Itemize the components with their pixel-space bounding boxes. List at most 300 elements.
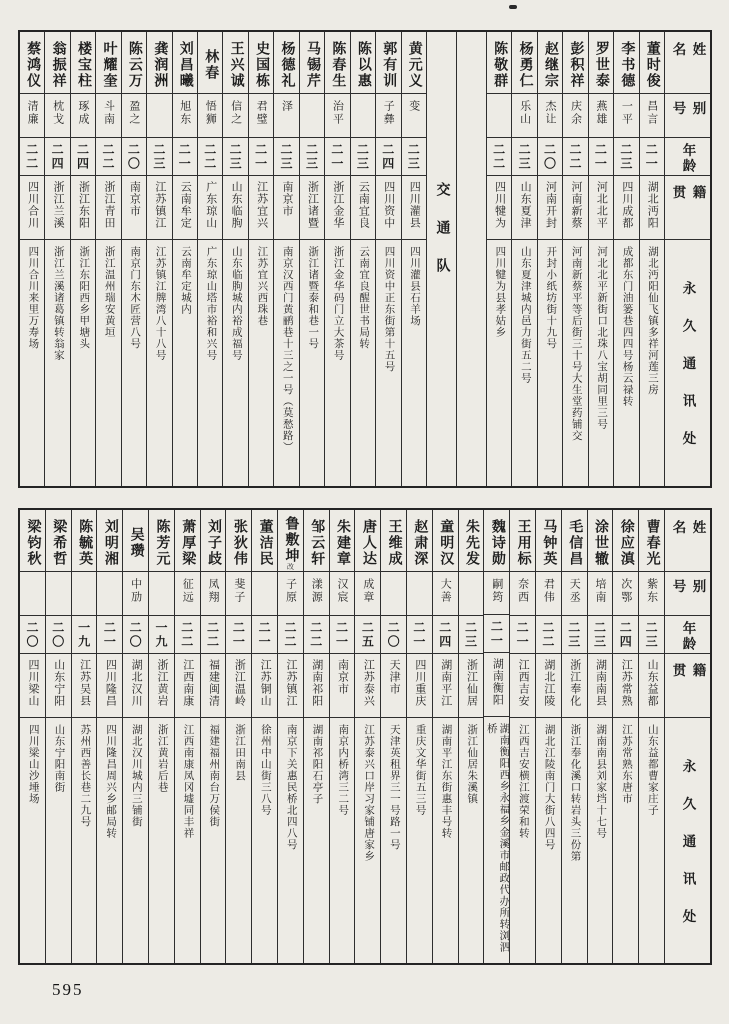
person-native-cell	[487, 176, 511, 240]
person-native: 广东琼山	[204, 181, 217, 229]
person-alias-cell	[173, 94, 197, 138]
person-column	[538, 32, 563, 486]
person-native-cell	[304, 654, 329, 718]
person-column	[72, 510, 98, 963]
person-address: 南京内桥湾三二号	[337, 724, 349, 816]
person-native-cell	[252, 654, 277, 718]
person-age: 二二	[205, 621, 220, 649]
person-native: 浙江青田	[102, 181, 115, 229]
person-age: 二〇	[50, 621, 65, 649]
person-column	[640, 32, 665, 486]
person-age-cell	[355, 616, 380, 654]
header-column	[665, 510, 710, 963]
person-alias: 乐山	[518, 100, 531, 126]
person-native: 江西吉安	[517, 659, 530, 707]
person-name: 陈春生	[330, 41, 346, 89]
person-name-cell	[249, 32, 273, 94]
person-name: 马钟英	[541, 519, 557, 567]
person-name-cell	[639, 510, 664, 572]
person-alias-cell	[614, 94, 638, 138]
header-cell-native	[665, 176, 710, 240]
person-age-cell	[274, 138, 298, 176]
person-address-cell	[487, 240, 511, 486]
person-native: 江西南康	[181, 659, 194, 707]
person-native-cell	[433, 654, 458, 718]
person-age-cell	[223, 138, 247, 176]
person-name-cell	[538, 32, 562, 94]
person-column	[512, 32, 537, 486]
person-age-cell	[562, 616, 587, 654]
person-name-cell	[487, 32, 511, 94]
person-alias: 中劢	[129, 578, 142, 604]
person-alias: 杰让	[544, 100, 557, 126]
person-native: 南京市	[336, 659, 349, 695]
person-address-cell	[252, 718, 277, 963]
person-alias: 泽	[280, 100, 293, 113]
person-native: 湖北江陵	[542, 659, 555, 707]
person-address: 河北北平新街口北珠八宝胡同里三号	[596, 246, 608, 430]
person-name: 马锡芹	[304, 41, 320, 89]
person-column	[147, 32, 172, 486]
person-age: 二四	[50, 143, 65, 171]
person-name: 赵肃深	[412, 519, 428, 567]
person-native: 四川成都	[620, 181, 633, 229]
person-native-cell	[402, 176, 426, 240]
person-name: 蔡鸿仪	[25, 41, 41, 89]
person-native: 江苏泰兴	[362, 659, 375, 707]
person-alias-cell	[563, 94, 587, 138]
person-age: 二三	[304, 143, 319, 171]
person-name-cell	[640, 32, 664, 94]
person-column	[588, 510, 614, 963]
person-column	[614, 32, 639, 486]
person-alias: 次鄂	[619, 578, 632, 604]
person-age: 二三	[463, 621, 478, 649]
person-alias: 培南	[594, 578, 606, 604]
header-label-native: 籍贯	[670, 185, 706, 217]
person-address-cell	[407, 718, 432, 963]
person-name: 陈毓英	[77, 519, 93, 567]
person-age-cell	[20, 138, 44, 176]
person-age-cell	[536, 616, 561, 654]
person-name-cell	[589, 32, 613, 94]
person-native-cell	[198, 176, 222, 240]
person-age-cell	[613, 616, 638, 654]
person-address-cell	[613, 718, 638, 963]
person-age-cell	[300, 138, 324, 176]
person-alias-cell	[201, 572, 226, 616]
person-name-cell	[459, 510, 484, 572]
header-label-name: 姓名	[670, 42, 706, 69]
person-native-cell	[459, 654, 484, 718]
person-native-cell	[175, 654, 200, 718]
person-column	[45, 32, 70, 486]
person-native-cell	[562, 654, 587, 718]
person-alias-cell	[588, 572, 613, 616]
person-alias-cell	[538, 94, 562, 138]
person-age-cell	[72, 616, 97, 654]
header-label-native: 籍贯	[670, 663, 706, 695]
person-alias: 凤翔	[207, 578, 220, 604]
person-native-cell	[355, 654, 380, 718]
header-label-name: 姓名	[670, 520, 706, 547]
person-age-cell	[249, 138, 273, 176]
person-address: 云南宜良醒世书局转	[358, 246, 370, 350]
person-name: 杨勇仁	[517, 41, 533, 89]
person-alias-cell	[149, 572, 174, 616]
person-alias: 天丞	[568, 578, 581, 604]
person-native: 江苏镇江	[284, 659, 297, 707]
header-cell-alias	[665, 572, 710, 616]
person-age-cell	[459, 616, 484, 654]
person-native: 山东夏津	[519, 181, 532, 229]
person-address: 江苏泰兴口岸习家铺唐家乡	[363, 724, 375, 862]
person-name: 朱先发	[464, 519, 480, 567]
person-native: 浙江黄岩	[155, 659, 168, 707]
person-age: 二三	[406, 143, 421, 171]
person-name: 林春	[203, 49, 219, 81]
person-address: 四川隆昌周兴乡邮局转	[105, 724, 117, 839]
person-address: 山东临朐城内裕成福号	[230, 246, 242, 361]
person-age: 二一	[177, 143, 192, 171]
person-alias: 漾源	[310, 578, 323, 604]
person-age-cell	[402, 138, 426, 176]
person-column	[122, 32, 147, 486]
person-name: 毛信昌	[567, 519, 583, 567]
person-native: 山东宁阳	[52, 659, 65, 707]
person-address: 江西吉安横江渡荣和转	[517, 724, 529, 839]
person-native: 湖北汉川	[130, 659, 143, 707]
person-address-cell	[563, 240, 587, 486]
person-native-cell	[223, 176, 247, 240]
person-alias: 成章	[361, 578, 374, 604]
person-name-cell	[223, 32, 247, 94]
person-name-cell	[123, 510, 148, 572]
person-address-cell	[304, 718, 329, 963]
person-address: 湖南祁阳石亭子	[311, 724, 323, 805]
person-age: 二二	[202, 143, 217, 171]
person-name-cell	[407, 510, 432, 572]
person-address-cell	[536, 718, 561, 963]
person-alias-cell	[381, 572, 406, 616]
person-alias-cell	[45, 94, 69, 138]
person-native-cell	[351, 176, 375, 240]
person-name-cell	[175, 510, 200, 572]
person-name-cell	[72, 510, 97, 572]
person-alias-cell	[122, 94, 146, 138]
person-column	[613, 510, 639, 963]
person-native: 云南牟定	[179, 181, 192, 229]
person-column	[402, 32, 427, 486]
person-address: 湖南平江东街惠丰号转	[440, 724, 452, 839]
person-address: 湖南南县刘家垱十七号	[595, 724, 607, 839]
person-name: 涂世辙	[593, 519, 608, 567]
person-name: 翁振祥	[50, 41, 66, 89]
person-name: 叶耀奎	[101, 41, 117, 89]
person-age: 二二	[282, 621, 297, 649]
person-column	[639, 510, 665, 963]
person-name-cell	[376, 32, 400, 94]
person-address: 浙江温州瑞安黄垣	[103, 246, 115, 338]
person-alias: 治平	[331, 100, 344, 126]
person-native: 浙江温岭	[233, 659, 246, 707]
person-age-cell	[538, 138, 562, 176]
person-age: 二三	[592, 621, 607, 649]
person-name: 董时俊	[644, 41, 660, 89]
person-alias-cell	[351, 94, 375, 138]
person-native-cell	[325, 176, 349, 240]
header-label-address: 永久通讯处	[680, 758, 696, 947]
person-alias: 君伟	[542, 578, 555, 604]
person-column	[351, 32, 376, 486]
person-age: 二〇	[24, 621, 39, 649]
person-name-cell	[46, 510, 71, 572]
person-name-cell	[96, 32, 120, 94]
person-address-cell	[122, 240, 146, 486]
person-name: 李书德	[619, 41, 635, 89]
person-alias-cell	[484, 572, 509, 616]
unit-label: 交通队	[434, 182, 450, 296]
person-native-cell	[96, 176, 120, 240]
person-native: 河南开封	[544, 181, 557, 229]
person-alias: 大善	[439, 578, 452, 604]
person-native-cell	[45, 176, 69, 240]
person-address-cell	[274, 240, 298, 486]
person-native: 四川隆昌	[104, 659, 117, 707]
person-age: 一九	[76, 621, 91, 649]
person-name: 鲁敷坤	[283, 515, 299, 564]
person-name: 梁钧秋	[25, 519, 41, 567]
person-address-cell	[402, 240, 426, 486]
person-column	[562, 510, 588, 963]
person-age: 二三	[151, 143, 166, 171]
person-alias-cell	[72, 572, 97, 616]
person-age: 二〇	[386, 621, 401, 649]
person-native: 湖南南县	[594, 659, 607, 707]
person-age-cell	[96, 138, 120, 176]
spacer-column	[457, 32, 487, 486]
person-native: 四川资中	[382, 181, 395, 229]
person-alias: 子彝	[382, 100, 395, 126]
person-column	[201, 510, 227, 963]
person-alias: 变	[407, 100, 420, 113]
person-address: 浙江金华码门立大茶号	[332, 246, 344, 361]
person-age-cell	[376, 138, 400, 176]
person-column	[330, 510, 356, 963]
person-address: 河南新蔡平等后街三十号大生堂药铺交	[570, 246, 582, 442]
person-address: 山东益都曹家庄子	[646, 724, 658, 816]
person-alias-cell	[640, 94, 664, 138]
person-age: 二三	[517, 143, 532, 171]
person-alias-cell	[147, 94, 171, 138]
person-native-cell	[278, 654, 303, 718]
person-address: 湖北沔阳仙飞镇多祥河莲三房	[647, 246, 659, 396]
person-name: 邹云轩	[309, 519, 325, 567]
person-column	[96, 32, 121, 486]
person-address-cell	[45, 240, 69, 486]
person-native: 四川梁山	[26, 659, 39, 707]
person-column	[20, 32, 45, 486]
person-native-cell	[614, 176, 638, 240]
person-native: 浙江诸暨	[306, 181, 319, 229]
person-native-cell	[589, 176, 613, 240]
person-column	[563, 32, 588, 486]
person-native-cell	[536, 654, 561, 718]
person-column	[226, 510, 252, 963]
person-alias-cell	[96, 94, 120, 138]
person-age-cell	[325, 138, 349, 176]
person-address-cell	[512, 240, 536, 486]
person-native: 江苏宜兴	[255, 181, 268, 229]
person-address: 广东琼山塔市裕和兴号	[205, 246, 217, 361]
person-address: 浙江仙居朱溪镇	[466, 724, 478, 805]
person-address-cell	[226, 718, 251, 963]
person-alias: 盈之	[127, 100, 140, 126]
person-address-cell	[72, 718, 97, 963]
person-address-cell	[249, 240, 273, 486]
person-column	[304, 510, 330, 963]
person-address-cell	[355, 718, 380, 963]
person-address-cell	[71, 240, 95, 486]
person-name: 陈芳元	[154, 519, 170, 567]
person-column	[536, 510, 562, 963]
person-address-cell	[459, 718, 484, 963]
person-native-cell	[201, 654, 226, 718]
person-column	[300, 32, 325, 486]
person-address-cell	[20, 718, 45, 963]
person-column	[407, 510, 433, 963]
person-age: 二一	[253, 143, 268, 171]
person-name-cell	[562, 510, 587, 572]
person-address-cell	[325, 240, 349, 486]
person-name-cell	[252, 510, 277, 572]
person-native: 江苏铜山	[259, 659, 272, 707]
person-native-cell	[639, 654, 664, 718]
person-age: 二四	[75, 143, 90, 171]
person-address-cell	[614, 240, 638, 486]
person-name: 萧厚梁	[180, 519, 196, 567]
person-address: 江苏镇江牌湾八十八号	[154, 246, 166, 361]
person-name: 张狄伟	[231, 519, 247, 567]
person-age-cell	[46, 616, 71, 654]
person-address-cell	[20, 240, 44, 486]
person-age-cell	[45, 138, 69, 176]
unit-column	[427, 32, 457, 486]
person-native-cell	[122, 176, 146, 240]
person-age-cell	[198, 138, 222, 176]
person-address: 南京下关惠民桥北四八号	[285, 724, 297, 851]
person-age-cell	[614, 138, 638, 176]
person-name: 楼宝柱	[76, 41, 92, 89]
person-alias-cell	[510, 572, 535, 616]
person-native-cell	[123, 654, 148, 718]
person-age-cell	[407, 616, 432, 654]
person-native-cell	[538, 176, 562, 240]
person-name-cell	[351, 32, 375, 94]
person-age: 二一	[411, 621, 426, 649]
header-cell-native	[665, 654, 710, 718]
person-name: 郭有训	[381, 41, 397, 89]
person-alias-cell	[589, 94, 613, 138]
person-address: 四川资中正东街第十五号	[383, 246, 395, 373]
person-alias-cell	[562, 572, 587, 616]
person-name-cell	[304, 510, 329, 572]
person-native: 江苏镇江	[153, 181, 166, 229]
person-native-cell	[97, 654, 122, 718]
header-label-alias: 别号	[670, 579, 706, 600]
person-age: 二一	[334, 621, 349, 649]
person-column	[278, 510, 304, 963]
person-alias-cell	[175, 572, 200, 616]
person-alias: 清廉	[26, 100, 39, 126]
person-name: 彭积祥	[568, 41, 584, 89]
person-alias-cell	[325, 94, 349, 138]
person-column	[223, 32, 248, 486]
person-age-cell	[433, 616, 458, 654]
person-native: 浙江兰溪	[52, 181, 65, 229]
person-column	[381, 510, 407, 963]
person-alias-cell	[123, 572, 148, 616]
person-age-cell	[330, 616, 355, 654]
person-column	[198, 32, 223, 486]
person-native: 浙江金华	[331, 181, 344, 229]
person-address-cell	[351, 240, 375, 486]
person-alias: 枕戈	[51, 100, 64, 126]
header-cell-address	[665, 240, 710, 486]
person-age: 二〇	[542, 143, 557, 171]
person-address: 湖北汉川城内三铺街	[130, 724, 142, 828]
person-age: 二四	[380, 143, 395, 171]
person-native: 四川重庆	[413, 659, 426, 707]
person-column	[173, 32, 198, 486]
roster-table-top	[18, 30, 712, 488]
person-age: 二三	[279, 143, 294, 171]
person-age-cell	[381, 616, 406, 654]
person-native: 河北北平	[595, 181, 608, 229]
person-alias-cell	[613, 572, 638, 616]
person-age-cell	[640, 138, 664, 176]
person-age: 二一	[515, 621, 530, 649]
person-alias-cell	[487, 94, 511, 138]
person-native-cell	[20, 176, 44, 240]
person-address-cell	[175, 718, 200, 963]
person-age: 二二	[24, 143, 39, 171]
person-address-cell	[562, 718, 587, 963]
person-column	[510, 510, 536, 963]
person-column	[71, 32, 96, 486]
person-name: 魏诗勋	[489, 518, 505, 567]
person-alias-cell	[278, 572, 303, 616]
person-age-cell	[304, 616, 329, 654]
person-age-cell	[201, 616, 226, 654]
person-age-cell	[173, 138, 197, 176]
person-native-cell	[173, 176, 197, 240]
person-alias: 紫东	[645, 578, 658, 604]
person-age-cell	[512, 138, 536, 176]
person-age-cell	[123, 616, 148, 654]
person-name: 董洁民	[257, 519, 273, 567]
person-native-cell	[563, 176, 587, 240]
person-name-cell	[198, 32, 222, 94]
person-alias-cell	[20, 94, 44, 138]
person-column	[459, 510, 485, 963]
person-age: 二二	[567, 143, 582, 171]
person-alias-cell	[71, 94, 95, 138]
header-cell-age	[665, 138, 710, 176]
person-column	[123, 510, 149, 963]
person-name-cell	[355, 510, 380, 572]
person-alias: 悟狮	[204, 100, 217, 126]
